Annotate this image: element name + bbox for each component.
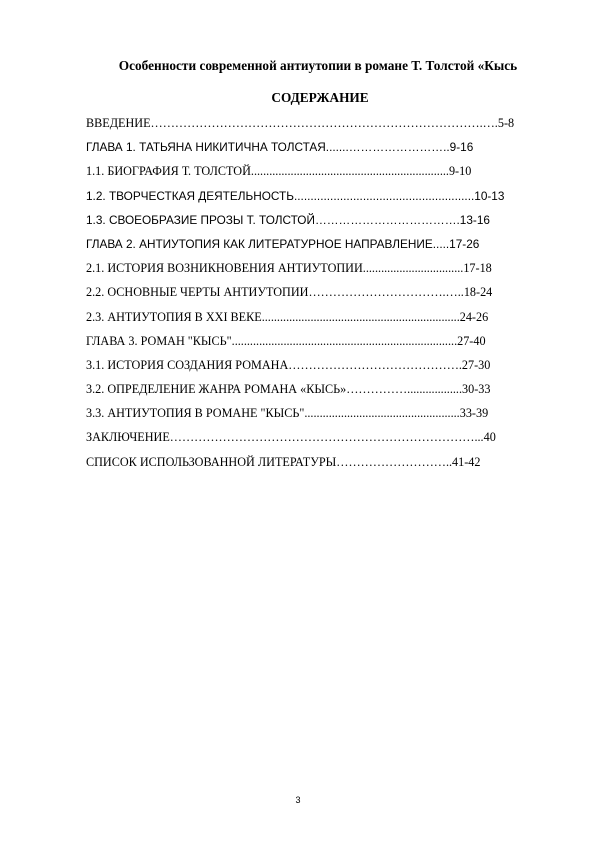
toc-entry-chapter-2 <box>86 235 576 259</box>
toc-entry-introduction: ВВЕДЕНИЕ……………………………………………………………………….….5-8 <box>86 116 515 130</box>
toc-entry-bibliography: СПИСОК ИСПОЛЬЗОВАННОЙ ЛИТЕРАТУРЫ………………………..41-42 <box>86 454 481 469</box>
toc-entry-chapter-1 <box>86 138 576 162</box>
toc-heading: СОДЕРЖАНИЕ <box>271 90 369 105</box>
toc-entry-chapter-2-text: ГЛАВА 2. АНТИУТОПИЯ КАК ЛИТЕРАТУРНОЕ НАПРАВЛЕНИЕ.....17-26 <box>86 236 480 251</box>
toc-entry-3-1: 3.1. ИСТОРИЯ СОЗДАНИЯ РОМАНА…………………………………….27-30 <box>86 357 491 372</box>
toc-entry-conclusion: ЗАКЛЮЧЕНИЕ…………………………………………………………………...40 <box>86 430 496 445</box>
toc-entry-1-3-text: 1.3. СВОЕОБРАЗИЕ ПРОЗЫ Т. ТОЛСТОЙ……………………………….13-16 <box>86 212 490 227</box>
toc-entry-2-1: 2.1. ИСТОРИЯ ВОЗНИКНОВЕНИЯ АНТИУТОПИИ.................................17-18 <box>86 261 492 276</box>
toc-entry-1-3 <box>86 211 576 235</box>
toc-entry-chapter-3: ГЛАВА 3. РОМАН "КЫСЬ"..........................................................................27-40 <box>86 333 486 348</box>
toc-entry-1-2-text: 1.2. ТВОРЧЕСТКАЯ ДЕЯТЕЛЬНОСТЬ.......................................................10-13 <box>86 188 505 203</box>
document-title: Особенности современной антиутопии в романе Т. Толстой «Кысь <box>118 58 518 73</box>
toc-entry-2-3: 2.3. АНТИУТОПИЯ В XXI ВЕКЕ.................................................................24-26 <box>86 309 489 324</box>
toc-entry-chapter-1-text: ГЛАВА 1. ТАТЬЯНА НИКИТИЧНА ТОЛСТАЯ.......……………………..9-16 <box>86 140 474 155</box>
toc-entry-1-2 <box>86 187 576 211</box>
table-of-contents <box>86 114 576 477</box>
toc-entry-3-3: 3.3. АНТИУТОПИЯ В РОМАНЕ "КЫСЬ"...................................................33-39 <box>86 406 489 421</box>
page-number: 3 <box>295 795 301 805</box>
toc-entry-3-2: 3.2. ОПРЕДЕЛЕНИЕ ЖАНРА РОМАНА «КЫСЬ»……………..................30-33 <box>86 382 491 397</box>
toc-entry-2-2: 2.2. ОСНОВНЫЕ ЧЕРТЫ АНТИУТОПИИ…………………………….…..18-24 <box>86 285 493 300</box>
toc-entry-1-1: 1.1. БИОГРАФИЯ Т. ТОЛСТОЙ.................................................................9-10 <box>86 164 472 179</box>
